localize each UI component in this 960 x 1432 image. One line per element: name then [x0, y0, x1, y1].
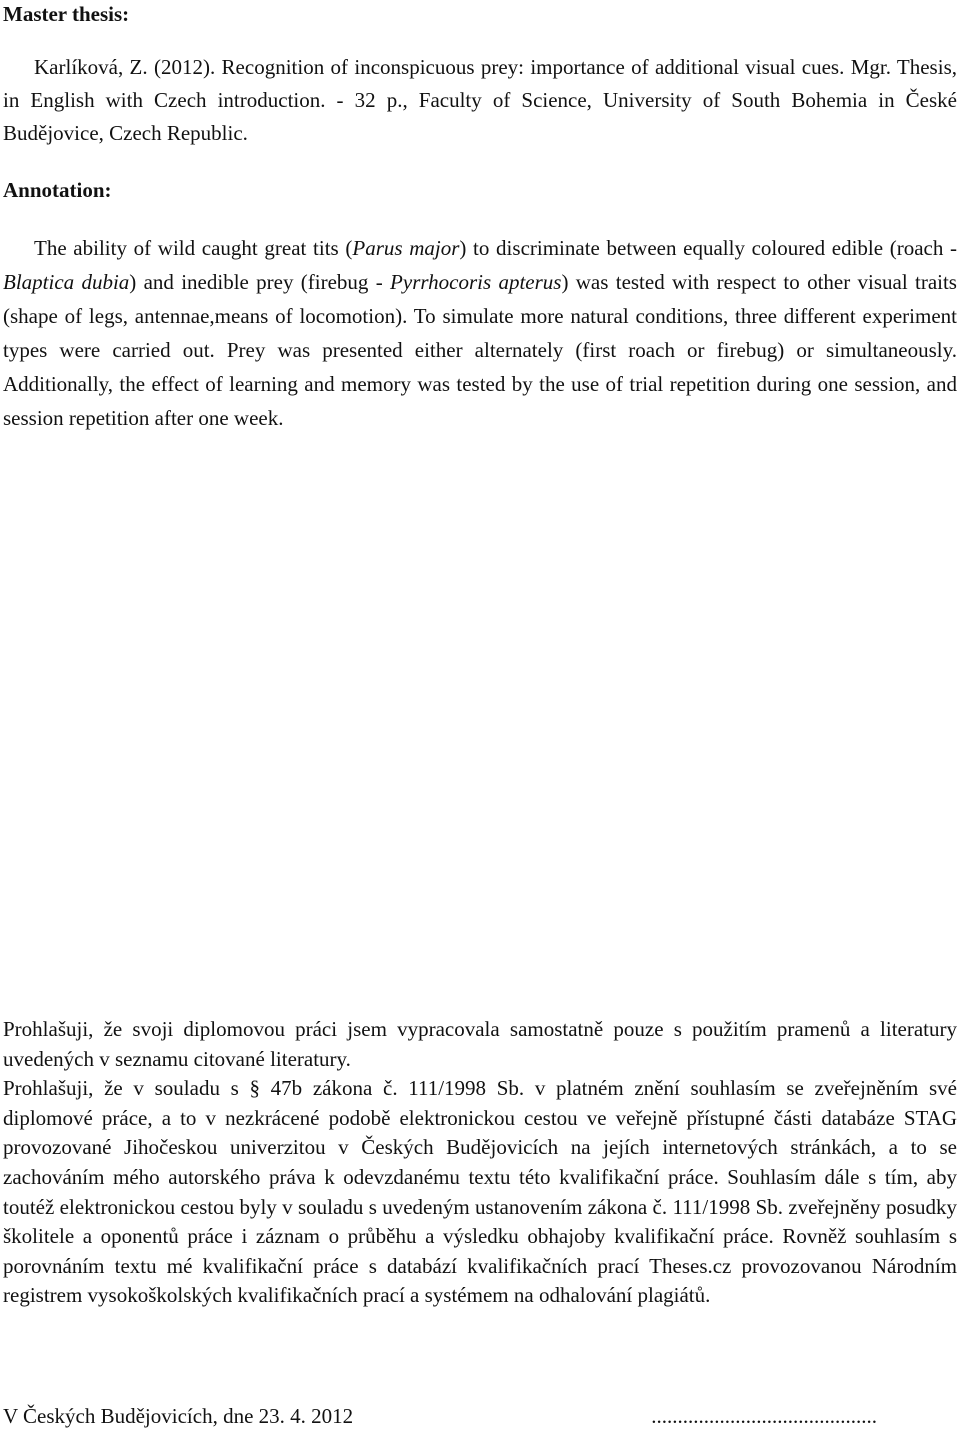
species-name-blaptica: Blaptica dubia: [3, 270, 130, 294]
annotation-text-part: ) was tested with respect to other visual traits (shape of legs, antennae,means of locomotion). To simulate more natural conditions, three different experiment types were carried out. Prey was presented either alternately (first roach or firebug) or simultaneously. Additionally, the effect of learning and memory was tested by the use of trial repetition during one session, and session repetition after one week.: [3, 270, 957, 430]
annotation-heading: Annotation:: [3, 178, 112, 202]
declaration-paragraph-1: Prohlašuji, že svoji diplomovou práci jsem vypracovala samostatně pouze s použitím pramenů a literatury uvedených v seznamu citované literatury.: [3, 1017, 957, 1071]
thesis-reference: Karlíková, Z. (2012). Recognition of inconspicuous prey: importance of additional visual cues. Mgr. Thesis, in English with Czech introduction. - 32 p., Faculty of Science, University of South Bohemia in České Budějovice, Czech Republic.: [3, 55, 957, 145]
annotation-text-part: ) to discriminate between equally coloured edible (roach -: [459, 236, 957, 260]
annotation-text-part: ) and inedible prey (firebug -: [129, 270, 391, 294]
place-and-date: V Českých Budějovicích, dne 23. 4. 2012: [3, 1404, 354, 1428]
species-name-pyrrhocoris: Pyrrhocoris apterus: [390, 270, 562, 294]
signature-line: [3, 1402, 877, 1430]
species-name-parus: Parus major: [352, 236, 460, 260]
annotation-text-part: The ability of wild caught great tits (: [34, 236, 353, 260]
declaration-paragraph-2: Prohlašuji, že v souladu s § 47b zákona č. 111/1998 Sb. v platném znění souhlasím se zveřejněním své diplomové práce, a to v nezkrácené podobě elektronickou cestou ve veřejně přístupné části databáze STAG provozované Jihočeskou univerzitou v Českých Budějovicích na jejích internetových stránkách, a to se zachováním mého autorského práva k odevzdanému textu této kvalifikační práce. Souhlasím dále s tím, aby toutéž elektronickou cestou byly v souladu s uvedeným ustanovením zákona č. 111/1998 Sb. zveřejněny posudky školitele a oponentů práce i záznam o průběhu a výsledku obhajoby kvalifikační práce. Rovněž souhlasím s porovnáním textu mé kvalifikační práce s databází kvalifikačních prací Theses.cz provozovanou Národním registrem vysokoškolských kvalifikačních prací a systémem na odhalování plagiátů.: [3, 1076, 957, 1308]
declaration: [3, 1015, 957, 1311]
annotation-text: [3, 231, 957, 435]
signature-dots: ...........................................: [651, 1404, 877, 1428]
master-thesis-heading: Master thesis:: [3, 2, 130, 26]
